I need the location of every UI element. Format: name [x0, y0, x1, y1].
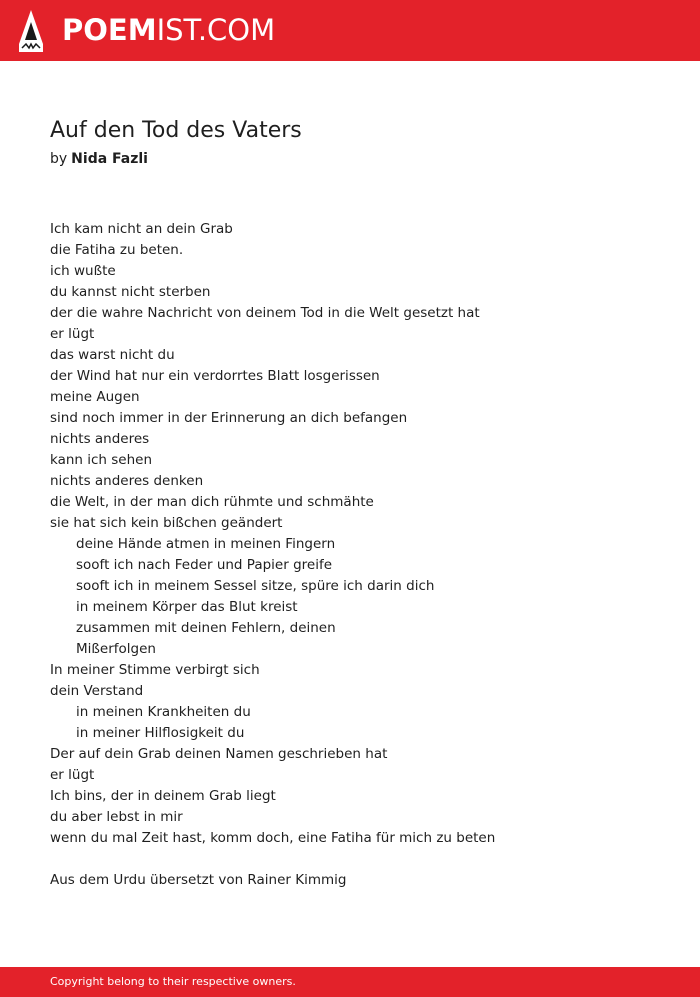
poem-line: die Welt, in der man dich rühmte und schmähte	[50, 494, 374, 510]
pencil-icon[interactable]	[18, 10, 44, 52]
poem-line: sooft ich nach Feder und Papier greife	[76, 557, 333, 573]
poem-line: kann ich sehen	[50, 452, 153, 468]
poem-line: In meiner Stimme verbirgt sich	[50, 662, 260, 678]
poem-line: Der auf dein Grab deinen Namen geschrieben hat	[50, 746, 388, 762]
poem-line: dein Verstand	[50, 683, 144, 699]
poem-line: in meinen Krankheiten du	[76, 704, 251, 720]
poem-line: er lügt	[50, 767, 95, 783]
poem-line: du aber lebst in mir	[50, 809, 183, 825]
poem-line: sooft ich in meinem Sessel sitze, spüre ich darin dich	[76, 578, 435, 594]
poem-line: der die wahre Nachricht von deinem Tod in die Welt gesetzt hat	[50, 305, 480, 321]
author-name[interactable]: Nida Fazli	[71, 151, 148, 167]
site-footer	[0, 967, 700, 997]
poem-line: meine Augen	[50, 389, 140, 405]
poem-line: ich wußte	[50, 263, 116, 279]
brand-bold: POEM	[62, 13, 157, 47]
site-logo-text[interactable]	[62, 12, 275, 48]
poem-title: Auf den Tod des Vaters	[50, 118, 302, 143]
poem-line: die Fatiha zu beten.	[50, 242, 184, 258]
poem-line: nichts anderes denken	[50, 473, 204, 489]
poem-line: er lügt	[50, 326, 95, 342]
by-label: by	[50, 151, 68, 167]
poem-line: Ich kam nicht an dein Grab	[50, 221, 233, 237]
poem-line: du kannst nicht sterben	[50, 284, 211, 300]
poem-line: sie hat sich kein bißchen geändert	[50, 515, 283, 531]
poem-line: wenn du mal Zeit hast, komm doch, eine Fatiha für mich zu beten	[50, 830, 496, 846]
byline	[50, 149, 148, 169]
poem-body	[50, 219, 670, 849]
poem-line: deine Hände atmen in meinen Fingern	[76, 536, 336, 552]
poem-line: in meiner Hilflosigkeit du	[76, 725, 245, 741]
poem-line: nichts anderes	[50, 431, 150, 447]
brand-light: IST.COM	[156, 13, 276, 47]
poem-line: Ich bins, der in deinem Grab liegt	[50, 788, 276, 804]
copyright-text: Copyright belong to their respective owners.	[50, 975, 296, 988]
poem-line: zusammen mit deinen Fehlern, deinen	[76, 620, 336, 636]
poem-line: das warst nicht du	[50, 347, 175, 363]
poem-line: der Wind hat nur ein verdorrtes Blatt losgerissen	[50, 368, 380, 384]
site-header	[0, 0, 700, 61]
translator-note: Aus dem Urdu übersetzt von Rainer Kimmig	[50, 872, 347, 888]
poem-line: in meinem Körper das Blut kreist	[76, 599, 298, 615]
poem-line: sind noch immer in der Erinnerung an dich befangen	[50, 410, 408, 426]
poem-line: Mißerfolgen	[76, 641, 156, 657]
